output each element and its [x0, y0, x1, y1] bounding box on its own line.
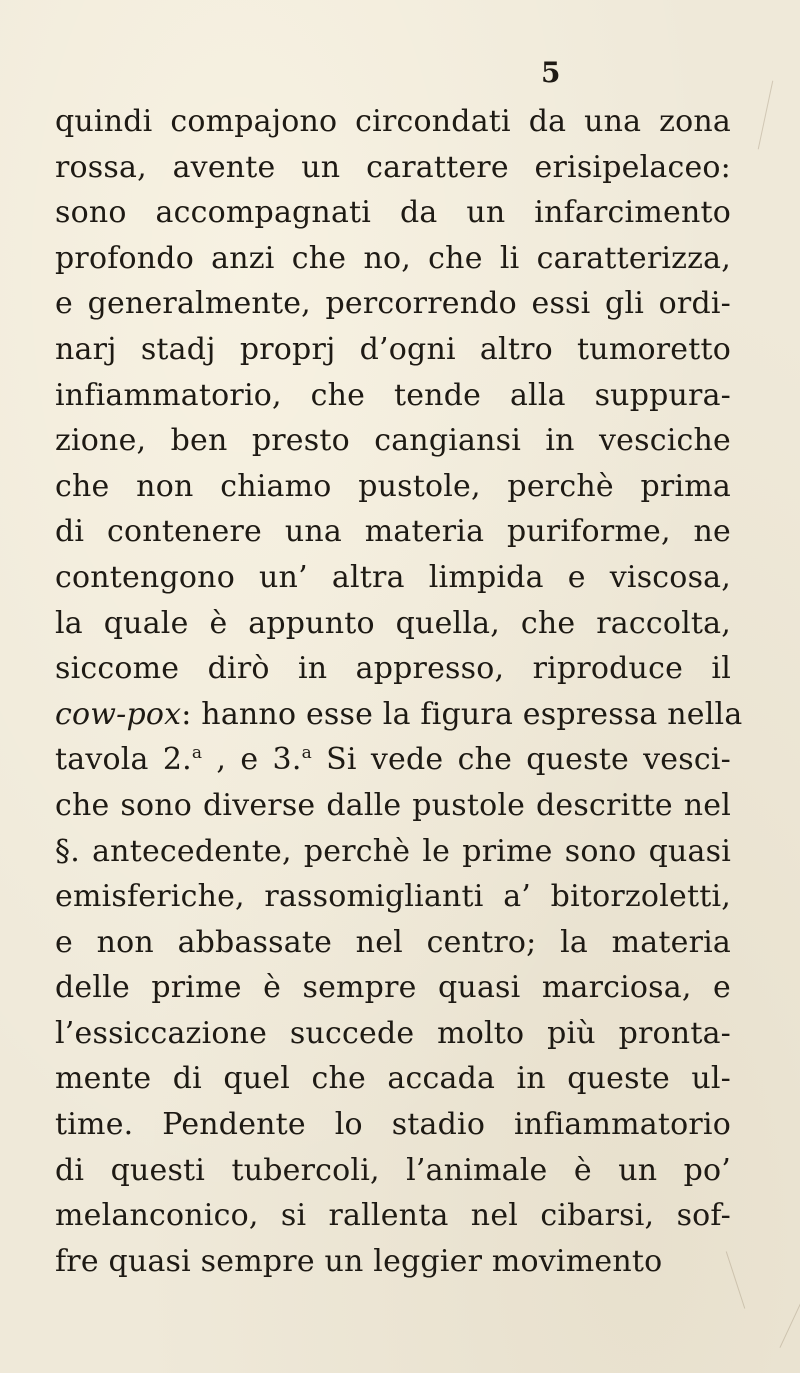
text-line-9: che non chiamo pustole, perchè prima — [55, 468, 731, 504]
paper-mark — [758, 81, 774, 150]
page-number: 5 — [541, 56, 561, 89]
ordinal-superscript-1: a — [191, 743, 203, 764]
text-line-15-end: Si vede che queste vesci- — [311, 742, 731, 778]
text-line-17: §. antecedente, perchè le prime sono quasi — [55, 833, 731, 869]
paper-mark — [779, 1302, 800, 1348]
text-line-15-start: tavola 2. — [55, 742, 192, 778]
text-line-15-middle: , e 3. — [202, 742, 302, 778]
text-line-6: narj stadj proprj d’ogni altro tumoretto — [55, 331, 731, 367]
text-line-14-rest: : hanno esse la figura espressa nella — [181, 696, 743, 732]
text-line-24: di questi tubercoli, l’animale è un po’ — [55, 1152, 731, 1188]
text-line-1: quindi compajono circondati da una zona — [55, 104, 731, 139]
text-line-23: time. Pendente lo stadio infiammatorio — [55, 1107, 731, 1143]
term-cow-pox: cow-pox — [55, 696, 182, 732]
text-line-8: zione, ben presto cangiansi in vesciche — [55, 423, 731, 459]
text-line-10: di contenere una materia puriforme, ne — [55, 514, 731, 550]
text-line-2: rossa, avente un carattere erisipelaceo: — [55, 149, 731, 185]
ordinal-superscript-2: a — [301, 743, 312, 764]
text-line-21: l’essiccazione succede molto più pronta- — [55, 1015, 731, 1051]
text-line-4: profondo anzi che no, che li caratterizza, — [55, 240, 731, 276]
text-line-25: melanconico, si rallenta nel cibarsi, sof- — [55, 1198, 731, 1234]
text-line-3: sono accompagnati da un infarcimento — [55, 195, 731, 231]
text-line-14 — [55, 692, 743, 738]
text-line-20: delle prime è sempre quasi marciosa, e — [55, 970, 731, 1006]
text-line-13: siccome dirò in appresso, riproduce il — [55, 651, 731, 687]
body-text — [55, 99, 743, 1284]
text-line-22: mente di quel che accada in queste ul- — [55, 1061, 731, 1097]
text-line-18: emisferiche, rassomiglianti a’ bitorzoletti, — [55, 879, 731, 915]
text-line-15 — [55, 737, 731, 783]
text-line-19: e non abbassate nel centro; la materia — [55, 924, 731, 960]
text-line-16: che sono diverse dalle pustole descritte nel — [55, 787, 731, 823]
text-line-26: fre quasi sempre un leggier movimento — [55, 1243, 663, 1279]
text-line-5: e generalmente, percorrendo essi gli ordi- — [55, 286, 731, 322]
text-line-7: infiammatorio, che tende alla suppura- — [55, 377, 731, 413]
text-line-12: la quale è appunto quella, che raccolta, — [55, 605, 731, 641]
text-line-11: contengono un’ altra limpida e viscosa, — [55, 559, 731, 595]
